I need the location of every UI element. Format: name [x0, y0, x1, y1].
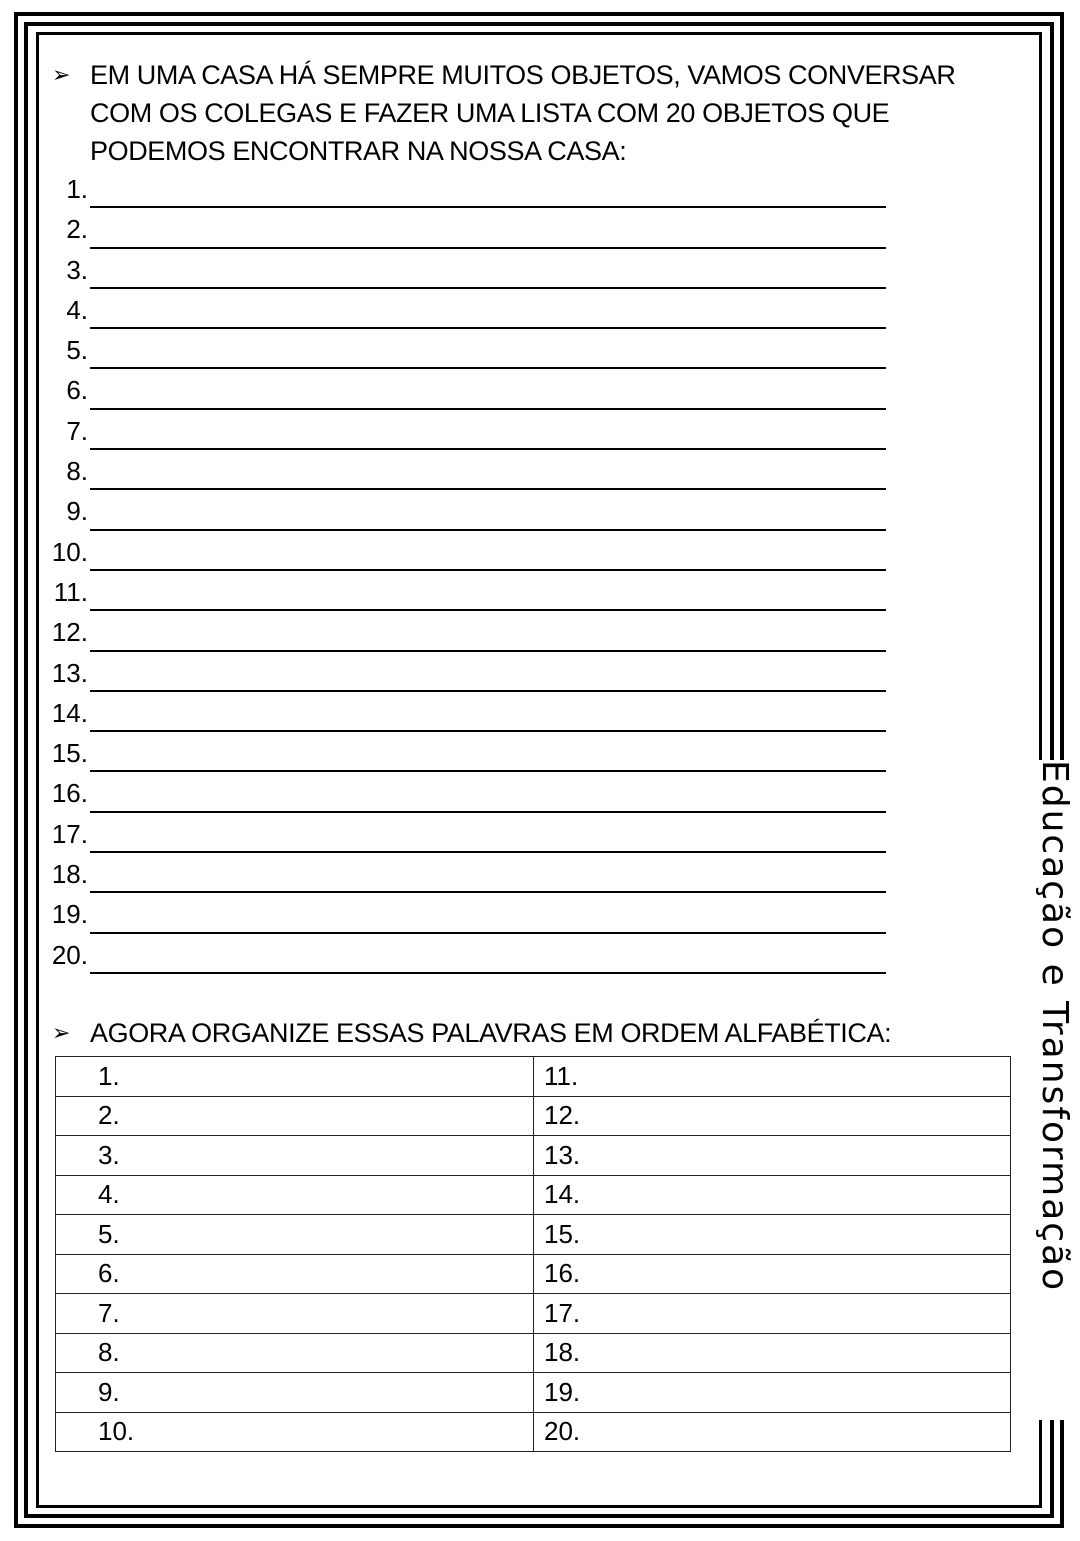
- list-item: [46, 414, 886, 454]
- list-item: [46, 494, 886, 534]
- list-item-number: 14.: [51, 697, 88, 728]
- table-cell-left[interactable]: 6.: [56, 1254, 534, 1294]
- answer-line[interactable]: [90, 367, 886, 369]
- list-item: [46, 857, 886, 897]
- list-item: [46, 938, 886, 978]
- answer-line[interactable]: [90, 206, 886, 208]
- list-item-number: 16.: [51, 778, 88, 809]
- table-cell-left[interactable]: 8.: [56, 1333, 534, 1373]
- table-cell-right[interactable]: 16.: [534, 1254, 1011, 1294]
- table-row: [56, 1057, 1011, 1097]
- arrow-bullet-icon: ➢: [52, 62, 71, 87]
- answer-line[interactable]: [90, 247, 886, 249]
- answer-line[interactable]: [90, 730, 886, 732]
- list-item: [46, 615, 886, 655]
- table-cell-left[interactable]: 4.: [56, 1175, 534, 1215]
- list-item-number: 2.: [66, 214, 88, 245]
- table-row: [56, 1096, 1011, 1136]
- object-list: [46, 172, 886, 978]
- list-item-number: 17.: [51, 818, 88, 849]
- list-item: [46, 817, 886, 857]
- list-item-number: 4.: [66, 294, 88, 325]
- answer-line[interactable]: [90, 488, 886, 490]
- answer-line[interactable]: [90, 569, 886, 571]
- answer-line[interactable]: [90, 650, 886, 652]
- table-cell-right[interactable]: 20.: [534, 1412, 1011, 1452]
- list-item-number: 20.: [51, 939, 88, 970]
- arrow-bullet-icon: ➢: [52, 1020, 71, 1045]
- list-item-number: 3.: [66, 254, 88, 285]
- list-item-number: 7.: [66, 415, 88, 446]
- list-item-number: 11.: [53, 576, 88, 607]
- table-cell-left[interactable]: 9.: [56, 1373, 534, 1413]
- table-cell-left[interactable]: 5.: [56, 1215, 534, 1255]
- table-row: [56, 1412, 1011, 1452]
- alphabetical-table: [55, 1056, 1011, 1452]
- table-row: [56, 1333, 1011, 1373]
- answer-line[interactable]: [90, 327, 886, 329]
- side-watermark: [1034, 760, 1074, 1420]
- table-cell-left[interactable]: 10.: [56, 1412, 534, 1452]
- list-item-number: 6.: [66, 375, 88, 406]
- instruction-list-objects: [52, 56, 982, 170]
- list-item: [46, 776, 886, 816]
- table-cell-left[interactable]: 7.: [56, 1294, 534, 1334]
- list-item-number: 18.: [51, 859, 88, 890]
- list-item: [46, 373, 886, 413]
- table-row: [56, 1254, 1011, 1294]
- answer-line[interactable]: [90, 851, 886, 853]
- answer-line[interactable]: [90, 287, 886, 289]
- list-item: [46, 656, 886, 696]
- list-item: [46, 575, 886, 615]
- table-cell-right[interactable]: 12.: [534, 1096, 1011, 1136]
- table-cell-right[interactable]: 19.: [534, 1373, 1011, 1413]
- answer-line[interactable]: [90, 811, 886, 813]
- list-item: [46, 212, 886, 252]
- table-row: [56, 1373, 1011, 1413]
- table-cell-right[interactable]: 11.: [534, 1057, 1011, 1097]
- table-row: [56, 1175, 1011, 1215]
- table-cell-right[interactable]: 13.: [534, 1136, 1011, 1176]
- instruction-text: EM UMA CASA HÁ SEMPRE MUITOS OBJETOS, VAMOS CONVERSAR COM OS COLEGAS E FAZER UMA LISTA COM 20 OBJETOS QUE PODEMOS ENCONTRAR NA NOSSA CASA:: [90, 60, 956, 166]
- table-cell-right[interactable]: 14.: [534, 1175, 1011, 1215]
- list-item-number: 9.: [66, 496, 88, 527]
- list-item-number: 15.: [51, 738, 88, 769]
- answer-line[interactable]: [90, 891, 886, 893]
- answer-line[interactable]: [90, 972, 886, 974]
- list-item: [46, 333, 886, 373]
- answer-line[interactable]: [90, 448, 886, 450]
- table-row: [56, 1136, 1011, 1176]
- list-item-number: 5.: [66, 335, 88, 366]
- list-item-number: 1.: [66, 174, 88, 204]
- list-item-number: 10.: [51, 536, 88, 567]
- answer-line[interactable]: [90, 770, 886, 772]
- list-item: [46, 897, 886, 937]
- table-cell-right[interactable]: 17.: [534, 1294, 1011, 1334]
- list-item: [46, 696, 886, 736]
- answer-line[interactable]: [90, 932, 886, 934]
- table-row: [56, 1215, 1011, 1255]
- table-row: [56, 1294, 1011, 1334]
- list-item: [46, 293, 886, 333]
- instruction-text: AGORA ORGANIZE ESSAS PALAVRAS EM ORDEM ALFABÉTICA:: [90, 1018, 892, 1048]
- side-watermark-text: Educação e Transformação: [1034, 760, 1075, 1293]
- list-item-number: 12.: [51, 617, 88, 648]
- list-item: [46, 535, 886, 575]
- answer-line[interactable]: [90, 529, 886, 531]
- list-item: [46, 172, 886, 212]
- answer-line[interactable]: [90, 609, 886, 611]
- table-cell-left[interactable]: 3.: [56, 1136, 534, 1176]
- list-item: [46, 454, 886, 494]
- answer-line[interactable]: [90, 690, 886, 692]
- answer-line[interactable]: [90, 408, 886, 410]
- table-cell-left[interactable]: 2.: [56, 1096, 534, 1136]
- list-item-number: 13.: [51, 657, 88, 688]
- table-cell-right[interactable]: 15.: [534, 1215, 1011, 1255]
- list-item-number: 19.: [51, 899, 88, 930]
- list-item: [46, 253, 886, 293]
- table-cell-left[interactable]: 1.: [56, 1057, 534, 1097]
- instruction-alphabetical: [52, 1014, 982, 1052]
- list-item-number: 8.: [66, 456, 88, 487]
- list-item: [46, 736, 886, 776]
- table-cell-right[interactable]: 18.: [534, 1333, 1011, 1373]
